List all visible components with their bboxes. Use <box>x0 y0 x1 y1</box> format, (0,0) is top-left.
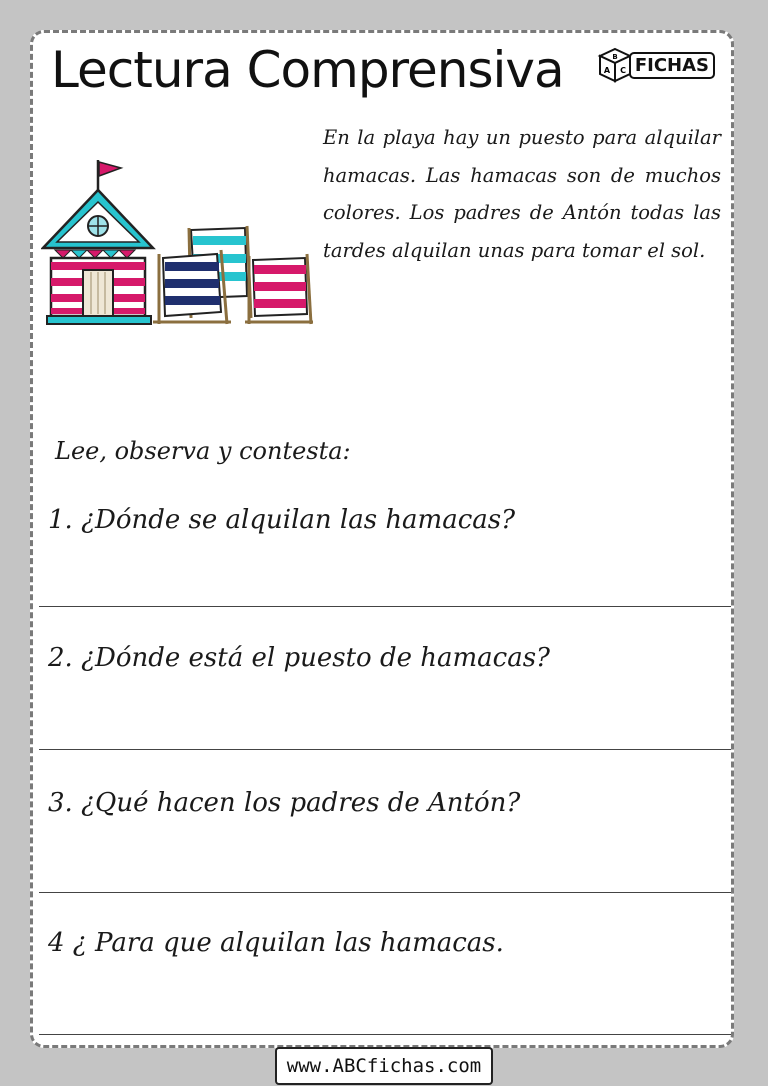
answer-line-4[interactable] <box>39 1034 731 1035</box>
abc-fichas-logo <box>597 47 715 83</box>
beach-hut-illustration <box>41 158 313 328</box>
answer-line-2[interactable] <box>39 749 731 750</box>
page-title: Lectura Comprensiva <box>51 41 564 99</box>
question-1: 1. ¿Dónde se alquilan las hamacas? <box>48 505 516 535</box>
cube-letter-b: B <box>612 53 618 61</box>
answer-line-3[interactable] <box>39 892 731 893</box>
website-footer[interactable]: www.ABCfichas.com <box>275 1047 493 1085</box>
cube-letter-a: A <box>603 66 610 75</box>
cube-letter-c: C <box>619 66 626 75</box>
logo-text: FICHAS <box>629 52 715 79</box>
question-4: 4 ¿ Para que alquilan las hamacas. <box>48 928 504 958</box>
deck-chair-pink <box>245 254 313 324</box>
reading-passage: En la playa hay un puesto para alquilar hamacas. Las hamacas son de muchos colores. Los padres de Antón todas las tardes alquilan unas para tomar el sol. <box>323 126 721 262</box>
question-2: 2. ¿Dónde está el puesto de hamacas? <box>48 643 550 673</box>
question-3: 3. ¿Qué hacen los padres de Antón? <box>48 788 521 818</box>
answer-line-1[interactable] <box>39 606 731 607</box>
instructions-heading: Lee, observa y contesta: <box>55 437 351 465</box>
beach-hut <box>43 160 153 324</box>
abc-cube-icon <box>597 47 633 83</box>
worksheet-page <box>30 30 734 1048</box>
